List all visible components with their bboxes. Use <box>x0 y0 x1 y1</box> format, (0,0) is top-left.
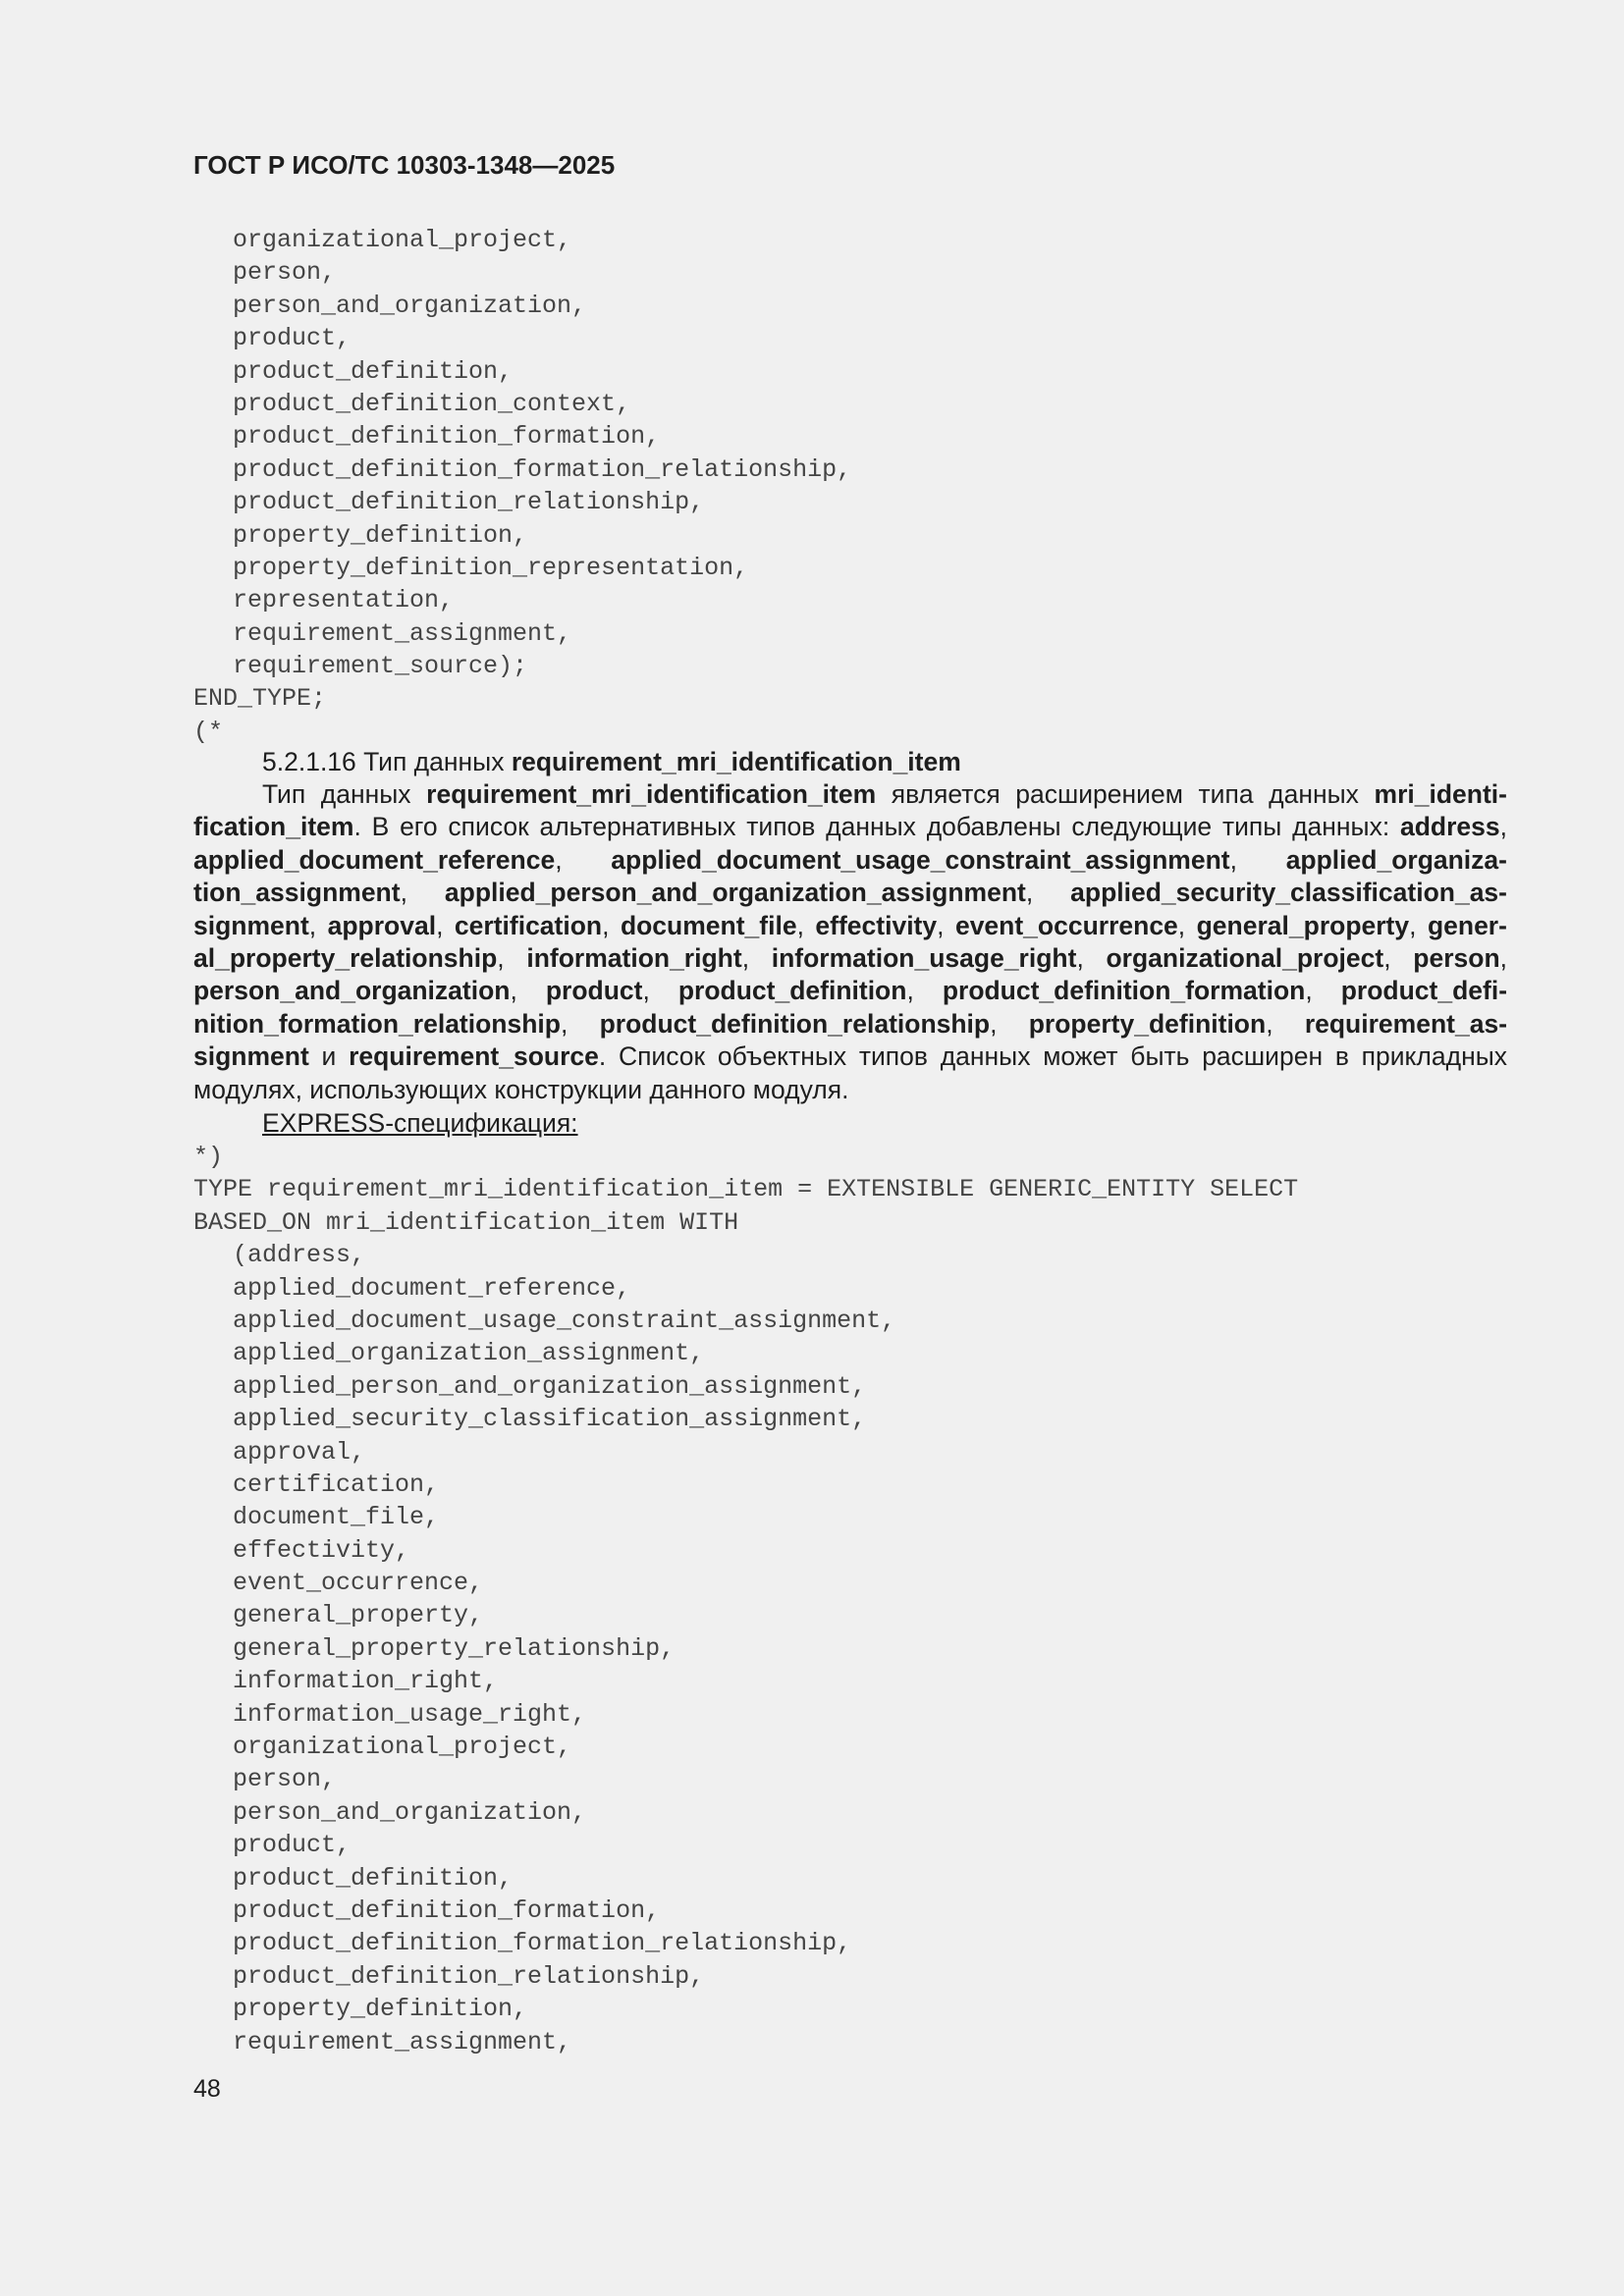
code-line: applied_person_and_organization_assignment, <box>233 1371 867 1401</box>
express-code-block <box>193 224 851 748</box>
paragraph-text: , <box>308 910 328 940</box>
paragraph-text: , <box>1383 943 1414 974</box>
paragraph-text: . Список объектных типов данных может быть расширен в прикладных модулях, использующих конструкции данного модуля. <box>193 1041 1508 1104</box>
section-heading <box>193 746 1507 778</box>
bold-term: requirement_mri_identification_item <box>426 779 877 809</box>
paragraph-text: , <box>1499 812 1507 842</box>
code-line: product_definition_formation, <box>233 1896 661 1925</box>
code-line: person_and_organization, <box>233 291 587 320</box>
paragraph-text: , <box>990 1008 1029 1039</box>
code-line: document_file, <box>233 1503 440 1532</box>
paragraph-text: и <box>308 1041 350 1072</box>
code-line: information_usage_right, <box>233 1699 587 1729</box>
bold-term: product_definition_relationship <box>599 1008 991 1039</box>
bold-term: requirement_source <box>349 1041 599 1072</box>
paragraph-text: , <box>741 943 772 974</box>
code-line: (address, <box>233 1241 366 1270</box>
paragraph-text: , <box>510 976 546 1006</box>
code-line: applied_security_classification_assignment, <box>233 1405 867 1434</box>
paragraph-text: , <box>1305 976 1341 1006</box>
code-line: TYPE requirement_mri_identification_item = EXTENSIBLE GENERIC_ENTITY SELECT <box>193 1175 1299 1204</box>
code-line: property_definition, <box>233 1995 528 2024</box>
code-line: product_definition_relationship, <box>233 1961 705 1991</box>
section-heading-prefix: 5.2.1.16 Тип данных <box>262 747 512 776</box>
bold-term: applied_person_and_organization_assignment <box>444 878 1026 908</box>
code-line: information_right, <box>233 1667 499 1696</box>
code-line: property_definition, <box>233 520 528 550</box>
code-line: representation, <box>233 586 455 615</box>
paragraph-text: , <box>1266 1008 1305 1039</box>
paragraph-text: , <box>602 910 621 940</box>
bold-term: property_definition <box>1028 1008 1267 1039</box>
bold-term: information_right <box>526 943 742 974</box>
code-line: person, <box>233 1765 337 1794</box>
bold-term: general_property_relationship <box>193 910 1507 974</box>
paragraph-text: , <box>1229 844 1286 875</box>
code-line: organizational_project, <box>233 1733 572 1762</box>
bold-term: document_file <box>620 910 797 940</box>
code-line: (* <box>193 717 224 746</box>
code-line: person_and_organization, <box>233 1797 587 1827</box>
bold-term: information_usage_right <box>771 943 1077 974</box>
document-header: ГОСТ Р ИСО/ТС 10303-1348—2025 <box>193 150 616 180</box>
code-line: requirement_assignment, <box>233 2027 572 2056</box>
code-line: *) <box>193 1143 224 1171</box>
code-line: event_occurrence, <box>233 1569 484 1598</box>
code-line: effectivity, <box>233 1535 410 1565</box>
code-line: requirement_source); <box>233 652 528 681</box>
section-paragraph <box>193 778 1507 1106</box>
bold-term: event_occurrence <box>954 910 1178 940</box>
code-line: person, <box>233 258 337 288</box>
bold-term: person <box>1413 943 1500 974</box>
code-line: certification, <box>233 1469 440 1499</box>
bold-term: product_definition_formation <box>942 976 1306 1006</box>
code-line: product_definition, <box>233 1863 514 1893</box>
bold-term: applied_security_classification_assignment <box>193 878 1507 940</box>
code-line: applied_document_reference, <box>233 1273 631 1303</box>
page-number: 48 <box>193 2075 221 2103</box>
bold-term: effectivity <box>815 910 938 940</box>
bold-term: applied_organization_assignment <box>193 844 1507 908</box>
paragraph-text: , <box>1025 878 1071 908</box>
paragraph-text: является расширением типа данных <box>876 779 1375 809</box>
code-line: applied_organization_assignment, <box>233 1339 705 1368</box>
paragraph-text: , <box>560 1008 600 1039</box>
code-line: general_property_relationship, <box>233 1633 676 1663</box>
paragraph-text: , <box>1076 943 1107 974</box>
code-line: product, <box>233 1831 352 1860</box>
bold-term: organizational_project <box>1106 943 1384 974</box>
paragraph-text: , <box>642 976 678 1006</box>
express-code-block <box>193 1141 1298 2058</box>
code-line: applied_document_usage_constraint_assignment, <box>233 1306 896 1335</box>
paragraph-text: , <box>555 844 612 875</box>
paragraph-text: , <box>906 976 943 1006</box>
code-line: BASED_ON mri_identification_item WITH <box>193 1207 739 1237</box>
code-line: property_definition_representation, <box>233 553 749 582</box>
code-line: product_definition_relationship, <box>233 488 705 517</box>
paragraph-text: , <box>796 910 816 940</box>
paragraph-text: , <box>497 943 527 974</box>
paragraph-text: , <box>400 878 445 908</box>
bold-term: general_property <box>1196 910 1410 940</box>
bold-term: approval <box>327 910 437 940</box>
express-specification-label: EXPRESS-спецификация: <box>262 1108 578 1138</box>
code-line: product, <box>233 324 352 353</box>
bold-term: certification <box>454 910 603 940</box>
bold-term: applied_document_reference <box>193 844 556 875</box>
paragraph-text: , <box>1409 910 1428 940</box>
bold-term: product <box>545 976 643 1006</box>
code-line: general_property, <box>233 1601 484 1630</box>
code-line: product_definition, <box>233 356 514 386</box>
code-line: product_definition_formation, <box>233 422 661 452</box>
bold-term: mri_identification_item <box>193 779 1507 842</box>
bold-term: product_definition_formation_relationship <box>193 976 1508 1039</box>
paragraph-text: , <box>436 910 455 940</box>
paragraph-text: , <box>1499 943 1508 974</box>
code-line: END_TYPE; <box>193 684 327 714</box>
code-line: organizational_project, <box>233 226 572 254</box>
bold-term: applied_document_usage_constraint_assignment <box>611 844 1230 875</box>
paragraph-text: , <box>1177 910 1197 940</box>
paragraph-text: . В его список альтернативных типов данных добавлены следующие типы данных: <box>353 812 1400 842</box>
bold-term: requirement_assignment <box>193 1008 1508 1072</box>
code-line: product_definition_formation_relationship, <box>233 454 852 484</box>
paragraph-text: Тип данных <box>262 779 427 809</box>
bold-term: address <box>1399 812 1500 842</box>
bold-term: person_and_organization <box>193 976 511 1006</box>
code-line: requirement_assignment, <box>233 618 572 648</box>
code-line: product_definition_context, <box>233 389 631 418</box>
section-heading-type-name: requirement_mri_identification_item <box>511 747 961 776</box>
code-line: approval, <box>233 1437 366 1467</box>
code-line: product_definition_formation_relationship, <box>233 1929 852 1958</box>
bold-term: product_definition <box>677 976 907 1006</box>
paragraph-text: , <box>937 910 955 940</box>
